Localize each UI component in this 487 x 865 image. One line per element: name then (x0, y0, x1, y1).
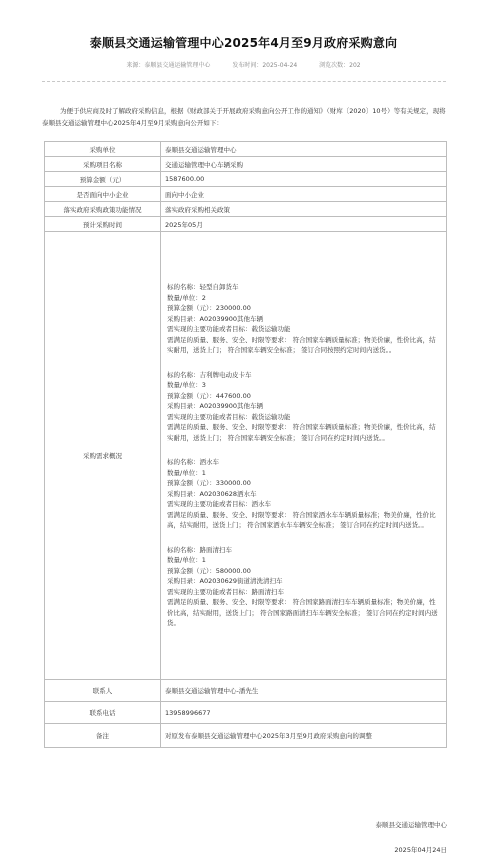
table-row (45, 187, 447, 202)
footer-date: 2025年04月24日 (394, 846, 447, 854)
page-title: 泰顺县交通运输管理中心2025年4月至9月政府采购意向 (89, 36, 398, 50)
row-label: 预计采购时间 (45, 217, 161, 232)
row-label: 采购需求概况 (45, 232, 161, 680)
row-value: 泰顺县交通运输管理中心-潘先生 (161, 680, 447, 702)
table-row (45, 217, 447, 232)
item-requirements: 需满足的质量、服务、安全、时限等要求： 符合国家车辆质量标准；物美价廉，性价比高，结实耐用，送货上门； 符合国家车辆安全标准； 签订合同按照约定时间内送货。。 (167, 335, 436, 355)
table-row (45, 157, 447, 172)
table-row (45, 172, 447, 187)
item-quantity: 数量/单位：3 (167, 381, 206, 390)
requirements-cell (161, 232, 447, 680)
item-requirements: 需满足的质量、服务、安全、时限等要求： 符合国家路面清扫车车辆质量标准；物美价廉，性价比高，结实耐用，送货上门； 符合国家路面清扫车车辆安全标准； 签订合同在约定时间内送货。 (167, 598, 438, 628)
item-goal: 需实现的主要功能或者目标：路面清扫车 (167, 587, 284, 596)
table-row (45, 680, 447, 702)
divider (42, 81, 446, 82)
item-goal: 需实现的主要功能或者目标：载货运输功能 (167, 412, 291, 421)
row-value: 2025年05月 (161, 217, 447, 232)
meta-source: 来源：泰顺县交通运输管理中心 (126, 62, 211, 69)
row-label: 联系电话 (45, 702, 161, 724)
table-row (45, 142, 447, 157)
row-label: 采购单位 (45, 142, 161, 157)
item-name: 标的名称：吉利牌电动皮卡车 (167, 370, 252, 379)
item-catalog: 采购目录：A02030629街道清洗清扫车 (167, 577, 283, 586)
row-value: 1587600.00 (161, 172, 447, 187)
item-budget: 预算金额（元）：447600.00 (167, 391, 251, 400)
row-label: 预算金额（元） (45, 172, 161, 187)
item-goal: 需实现的主要功能或者目标：载货运输功能 (167, 325, 291, 334)
item-quantity: 数量/单位：1 (167, 556, 206, 565)
meta-views: 浏览次数：202 (319, 62, 361, 69)
row-label: 是否面向中小企业 (45, 187, 161, 202)
table-row (45, 702, 447, 724)
item-budget: 预算金额（元）：230000.00 (167, 304, 251, 313)
row-label: 联系人 (45, 680, 161, 702)
row-label: 采购项目名称 (45, 157, 161, 172)
item-block (167, 282, 442, 356)
footer-organization: 泰顺县交通运输管理中心 (375, 821, 447, 829)
item-catalog: 采购目录：A02030628洒水车 (167, 489, 257, 498)
item-quantity: 数量/单位：2 (167, 293, 206, 302)
item-catalog: 采购目录：A02039900其他车辆 (167, 314, 264, 323)
item-block (167, 545, 442, 629)
row-value: 13958996677 (161, 702, 447, 724)
item-requirements: 需满足的质量、服务、安全、时限等要求： 符合国家车辆质量标准；物美价廉，性价比高，结实耐用，送货上门； 符合国家车辆安全标准； 签订合同在约定时间内送货。。 (167, 423, 436, 442)
item-goal: 需实现的主要功能或者目标：洒水车 (167, 500, 271, 509)
row-value: 对原发布泰顺县交通运输管理中心2025年3月至9月政府采购意向的调整 (161, 724, 447, 748)
row-value: 面向中小企业 (161, 187, 447, 202)
procurement-table (44, 141, 447, 748)
article-meta (0, 60, 487, 69)
item-catalog: 采购目录：A02039900其他车辆 (167, 402, 264, 411)
row-value: 落实政府采购相关政策 (161, 202, 447, 217)
intro-paragraph: 为便于供应商及时了解政府采购信息，根据《财政部关于开展政府采购意向公开工作的通知》（财库〔2020〕10号）等有关规定，现将泰顺县交通运输管理中心2025年4月至9月采购意向公开如下： (42, 107, 446, 127)
table-row (45, 202, 447, 217)
table-row (45, 232, 447, 680)
row-value: 交通运输管理中心车辆采购 (161, 157, 447, 172)
item-name: 标的名称：洒水车 (167, 458, 219, 467)
item-name: 标的名称：路面清扫车 (167, 545, 232, 554)
item-budget: 预算金额（元）：330000.00 (167, 479, 251, 488)
item-block (167, 370, 442, 444)
item-name: 标的名称：轻型自卸货车 (167, 283, 239, 292)
row-label: 落实政府采购政策功能情况 (45, 202, 161, 217)
meta-date: 发布时间：2025-04-24 (232, 62, 298, 69)
row-label: 备注 (45, 724, 161, 748)
item-quantity: 数量/单位：1 (167, 468, 206, 477)
item-block (167, 457, 442, 531)
table-row (45, 724, 447, 748)
item-budget: 预算金额（元）：580000.00 (167, 566, 251, 575)
row-value: 泰顺县交通运输管理中心 (161, 142, 447, 157)
item-requirements: 需满足的质量、服务、安全、时限等要求： 符合国家洒水车车辆质量标准；物美价廉，性价比高，结实耐用，送货上门； 符合国家洒水车车辆安全标准； 签订合同在约定时间内送货。。 (167, 510, 436, 530)
